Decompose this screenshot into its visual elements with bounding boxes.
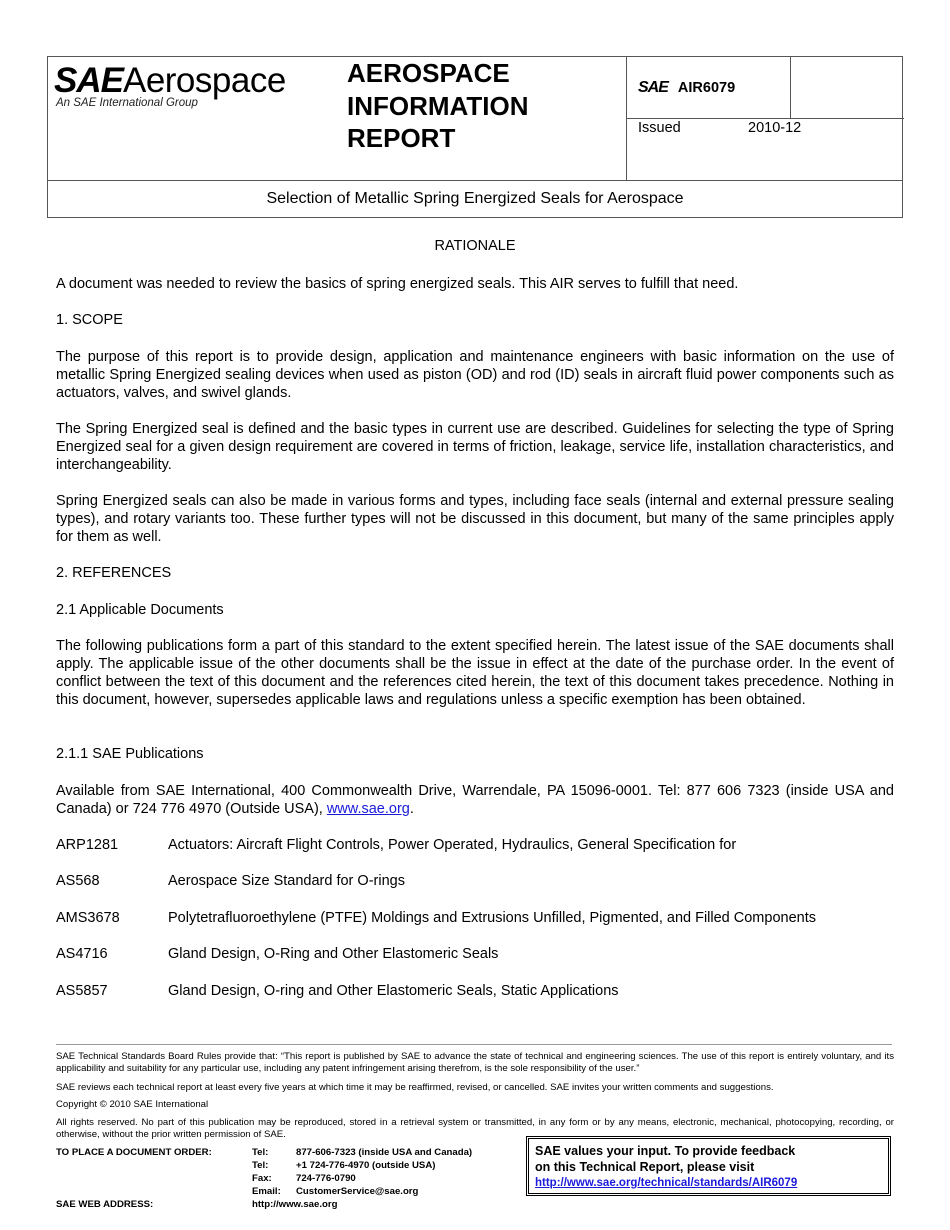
footer-divider — [56, 1044, 892, 1045]
availability-text — [56, 782, 894, 818]
doc-number-value: AIR6079 — [677, 80, 736, 96]
contact-value: 724-776-0790 — [296, 1173, 356, 1184]
feedback-link[interactable]: http://www.sae.org/technical/standards/AIR6079 — [535, 1177, 798, 1189]
document-type — [347, 57, 529, 155]
contact-label: Tel: — [252, 1160, 269, 1171]
web-address-label: SAE WEB ADDRESS: — [56, 1199, 154, 1210]
issued-label: Issued — [638, 120, 681, 136]
feedback-box — [526, 1136, 891, 1196]
reference-code: AS4716 — [56, 946, 108, 962]
availability-body: Available from SAE International, 400 Commonwealth Drive, Warrendale, PA 15096-0001. Tel: 877 606 7323 (inside USA and Canada) or 724 776 4970 (Outside USA), — [56, 783, 894, 817]
footer-review-text: SAE reviews each technical report at least every five years at which time it may be reaffirmed, revised, or cancelled. SAE invites your written comments and suggestions. — [56, 1082, 774, 1093]
footer-rules-text: SAE Technical Standards Board Rules provide that: “This report is published by SAE to advance the state of technical and engineering sciences. The use of this report is entirely voluntary, and its applicability and suitability for any particular use, including any patent infringement arising therefrom, is the sole responsibility of the user.” — [56, 1051, 894, 1074]
web-address-value[interactable]: http://www.sae.org — [252, 1199, 338, 1210]
document-title: Selection of Metallic Spring Energized Seals for Aerospace — [266, 190, 684, 207]
scope-paragraph: Spring Energized seals can also be made in various forms and types, including face seals (internal and external pressure sealing types), and rotary variants too. These further types will not be discussed in this document, but many of the same principles apply for them as well. — [56, 493, 894, 545]
contact-value: 877-606-7323 (inside USA and Canada) — [296, 1147, 473, 1158]
reference-code: AS568 — [56, 873, 100, 889]
sae-website-link[interactable]: www.sae.org — [326, 801, 410, 817]
reference-title: Polytetrafluoroethylene (PTFE) Moldings and Extrusions Unfilled, Pigmented, and Filled Components — [168, 910, 816, 926]
contact-email[interactable]: CustomerService@sae.org — [296, 1186, 419, 1197]
contact-label: Tel: — [252, 1147, 269, 1158]
scope-paragraph: The Spring Energized seal is defined and the basic types in current use are described. Guidelines for selecting the type of Spring Energized seal for a given design requirement are covered in terms of friction, leakage, service life, installation characteristics, and interchangeability. — [56, 421, 894, 473]
feedback-text: SAE values your input. To provide feedback — [535, 1144, 796, 1158]
contact-label: Fax: — [252, 1173, 272, 1184]
doc-type-line: REPORT — [347, 123, 456, 153]
applicable-documents-text: The following publications form a part of this standard to the extent specified herein. The latest issue of the SAE documents shall apply. The applicable issue of the other documents shall be the issue in effect at the date of the purchase order. In the event of conflict between the text of this document and the references cited herein, the text of this document takes precedence. Nothing in this document, however, supersedes applicable laws and regulations unless a specific exemption has been obtained. — [56, 638, 894, 708]
scope-paragraph: The purpose of this report is to provide design, application and maintenance engineers with basic information on the use of metallic Spring Energized sealing devices when used as piston (OD) and rod (ID) seals in aircraft fluid power components such as actuators, valves, and swivel glands. — [56, 349, 894, 401]
scope-heading: 1. SCOPE — [56, 312, 123, 328]
rationale-text: A document was needed to review the basics of spring energized seals. This AIR serves to fulfill that need. — [56, 276, 739, 292]
doc-type-line: AEROSPACE — [347, 58, 510, 88]
footer-copyright: Copyright © 2010 SAE International — [56, 1099, 209, 1110]
document-header — [47, 56, 903, 218]
logo-brand: SAE — [54, 61, 123, 100]
reference-title: Actuators: Aircraft Flight Controls, Power Operated, Hydraulics, General Specification for — [168, 837, 737, 853]
sae-publications-heading: 2.1.1 SAE Publications — [56, 746, 204, 762]
references-heading: 2. REFERENCES — [56, 565, 172, 581]
header-divider — [790, 57, 791, 118]
reference-title: Gland Design, O-Ring and Other Elastomeric Seals — [168, 946, 499, 962]
reference-code: AMS3678 — [56, 910, 120, 926]
doc-type-line: INFORMATION — [347, 90, 529, 121]
contact-value: +1 724-776-4970 (outside USA) — [296, 1160, 436, 1171]
footer-rights-text: All rights reserved. No part of this publication may be reproduced, stored in a retrieval system or transmitted, in any form or by any means, electronic, mechanical, photocopying, recording, or otherwise, without the prior written permission of SAE. — [56, 1117, 894, 1140]
document-number — [638, 79, 735, 97]
rationale-heading: RATIONALE — [434, 238, 516, 254]
issued-date: 2010-12 — [748, 120, 802, 136]
contact-label: Email: — [252, 1186, 281, 1197]
header-divider — [626, 118, 904, 119]
feedback-text: on this Technical Report, please visit — [535, 1160, 755, 1174]
logo-word: Aerospace — [122, 61, 286, 100]
logo-tagline: An SAE International Group — [56, 97, 198, 109]
reference-title: Aerospace Size Standard for O-rings — [168, 873, 405, 889]
availability-end: . — [409, 801, 414, 817]
sae-mini-logo: SAE — [638, 79, 668, 96]
order-label: TO PLACE A DOCUMENT ORDER: — [56, 1147, 212, 1158]
reference-code: AS5857 — [56, 983, 108, 999]
reference-title: Gland Design, O-ring and Other Elastomeric Seals, Static Applications — [168, 983, 619, 999]
sae-aerospace-logo — [54, 61, 286, 109]
reference-code: ARP1281 — [56, 837, 119, 853]
applicable-documents-heading: 2.1 Applicable Documents — [56, 602, 224, 618]
